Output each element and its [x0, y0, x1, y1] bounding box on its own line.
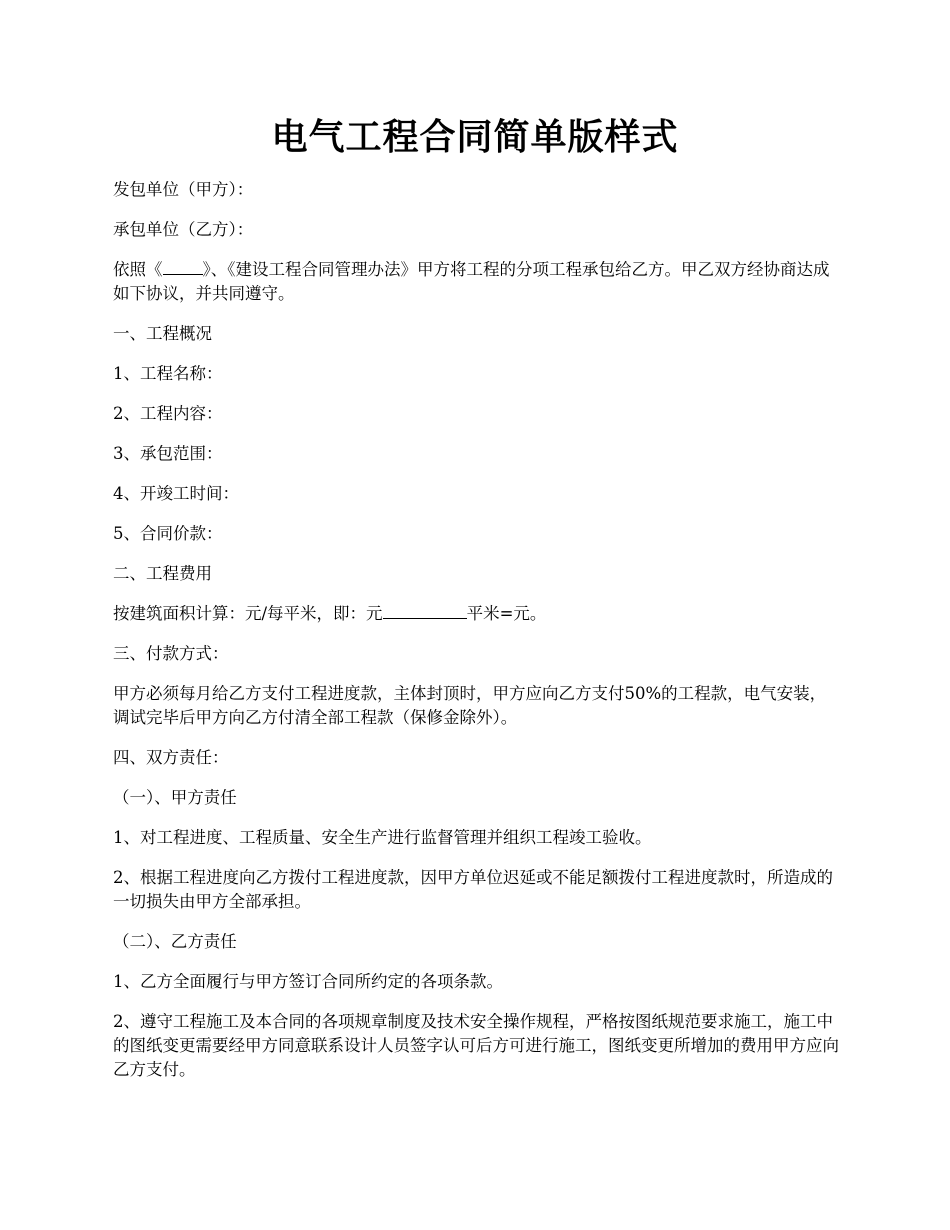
list-item: 3、承包范围：: [113, 444, 223, 463]
blank-field: [163, 260, 203, 275]
section-heading: 三、付款方式：: [113, 644, 229, 663]
payment-paragraph: 甲方必须每月给乙方支付工程进度款，主体封顶时，甲方应向乙方支付50%的工程款，电气安装，调试完毕后甲方向乙方付清全部工程款（保修金除外）。: [113, 684, 827, 727]
list-item: 2、根据工程进度向乙方拨付工程进度款，因甲方单位迟延或不能足额拨付工程进度款时，所造成的一切损失由甲方全部承担。: [113, 868, 833, 911]
party-b-line: 承包单位（乙方）：: [113, 220, 254, 239]
fee-line: [113, 602, 840, 626]
subsection-heading: （一）、甲方责任: [113, 788, 237, 807]
blank-field: [383, 604, 467, 619]
list-item: 1、乙方全面履行与甲方签订合同所约定的各项条款。: [113, 972, 503, 991]
list-item: 2、工程内容：: [113, 404, 223, 423]
fee-line-post: 平米=元。: [466, 604, 547, 623]
intro-pre: 依照《: [113, 260, 163, 279]
list-item: 1、对工程进度、工程质量、安全生产进行监督管理并组织工程竣工验收。: [113, 828, 652, 847]
section-heading: 二、工程费用: [113, 564, 212, 583]
intro-paragraph: [113, 258, 840, 306]
section-heading: 四、双方责任：: [113, 748, 229, 767]
document-body: [113, 178, 840, 1098]
fee-line-pre: 按建筑面积计算：元/每平米，即：元: [113, 604, 383, 623]
intro-post: 》、《建设工程合同管理办法》甲方将工程的分项工程承包给乙方。甲乙双方经协商达成如下协议，并共同遵守。: [113, 260, 830, 303]
page-title: 电气工程合同简单版样式: [271, 116, 679, 158]
section-heading: 一、工程概况: [113, 324, 212, 343]
list-item: 5、合同价款：: [113, 524, 223, 543]
list-item: 2、遵守工程施工及本合同的各项规章制度及技术安全操作规程，严格按图纸规范要求施工，施工中的图纸变更需要经甲方同意联系设计人员签字认可后方可进行施工，图纸变更所增加的费用甲方应向乙方支付。: [113, 1012, 839, 1079]
list-item: 1、工程名称：: [113, 364, 223, 383]
party-a-line: 发包单位（甲方）：: [113, 180, 254, 199]
subsection-heading: （二）、乙方责任: [113, 932, 237, 951]
list-item: 4、开竣工时间：: [113, 484, 239, 503]
